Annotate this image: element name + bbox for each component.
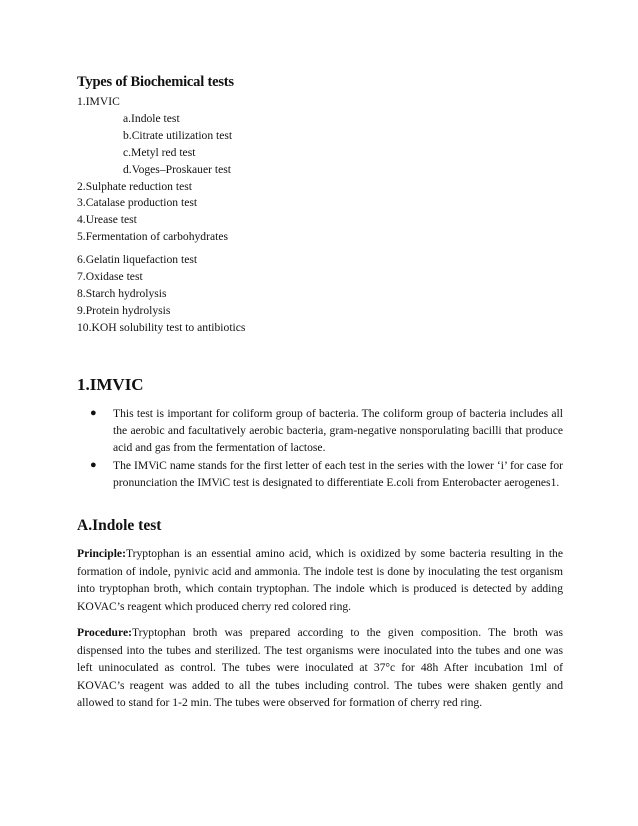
list-item: d.Voges–Proskauer test — [123, 162, 231, 176]
bullet-text: The IMViC name stands for the first letter of each test in the series with the lower ‘i’ for case for pronunciation the IMViC test is designated to differentiate E.coli from Enterobacter aerogenes1. — [113, 458, 563, 489]
procedure-text: Tryptophan broth was prepared according to the given composition. The broth was dispensed into the tubes and sterilized. The test organisms were inoculated into the tubes and one was left uninoculated as control. The tubes were inoculated at 37°c for 48h After incubation 1ml of KOVAC’s reagent was added to all the tubes including control. The tubes were shaken gently and allowed to stand for 1-2 min. The tubes were observed for formation of cherry red ring. — [77, 626, 563, 710]
list-item: 9.Protein hydrolysis — [77, 303, 171, 317]
list-item: 3.Catalase production test — [77, 196, 198, 210]
list-item: 7.Oxidase test — [77, 270, 143, 284]
bullet-icon: ● — [90, 458, 97, 471]
list-item: b.Citrate utilization test — [123, 128, 233, 142]
test-list — [77, 94, 245, 337]
bullet-item — [77, 457, 563, 491]
list-item: 1.IMVIC — [77, 95, 120, 108]
bullet-item — [77, 405, 563, 457]
list-item: 5.Fermentation of carbohydrates — [77, 230, 228, 244]
list-item: 8.Starch hydrolysis — [77, 286, 167, 300]
principle-text: Tryptophan is an essential amino acid, which is oxidized by some bacteria resulting in the formation of indole, pynivic acid and ammonia. The indole test is done by inoculating the test organism into tryptophan broth, which contain tryptophan. The indole which is produced is detected by adding KOVAC’s reagent which produced cherry red colored ring. — [77, 547, 563, 613]
list-item: 6.Gelatin liquefaction test — [77, 253, 198, 267]
principle-paragraph — [77, 545, 563, 615]
imvic-bullet-list — [77, 405, 563, 491]
page-title: Types of Biochemical tests — [77, 74, 234, 90]
list-item: c.Metyl red test — [123, 145, 196, 159]
procedure-paragraph — [77, 624, 563, 712]
bullet-icon: ● — [90, 407, 97, 419]
list-item: 4.Urease test — [77, 213, 137, 227]
list-item: a.Indole test — [123, 111, 180, 125]
bullet-text: This test is important for coliform group of bacteria. The coliform group of bacteria includes all the aerobic and facultatively aerobic bacteria, gram-negative nonsporulating bacilli that produce acid and gas from the fermentation of lactose. — [113, 407, 563, 455]
list-item: 10.KOH solubility test to antibiotics — [77, 320, 246, 334]
principle-label: Principle: — [77, 547, 126, 560]
section-heading-imvic: 1.IMVIC — [77, 375, 144, 394]
section-heading-indole: A.Indole test — [77, 517, 162, 534]
list-item: 2.Sulphate reduction test — [77, 179, 192, 193]
procedure-label: Procedure: — [77, 626, 132, 639]
